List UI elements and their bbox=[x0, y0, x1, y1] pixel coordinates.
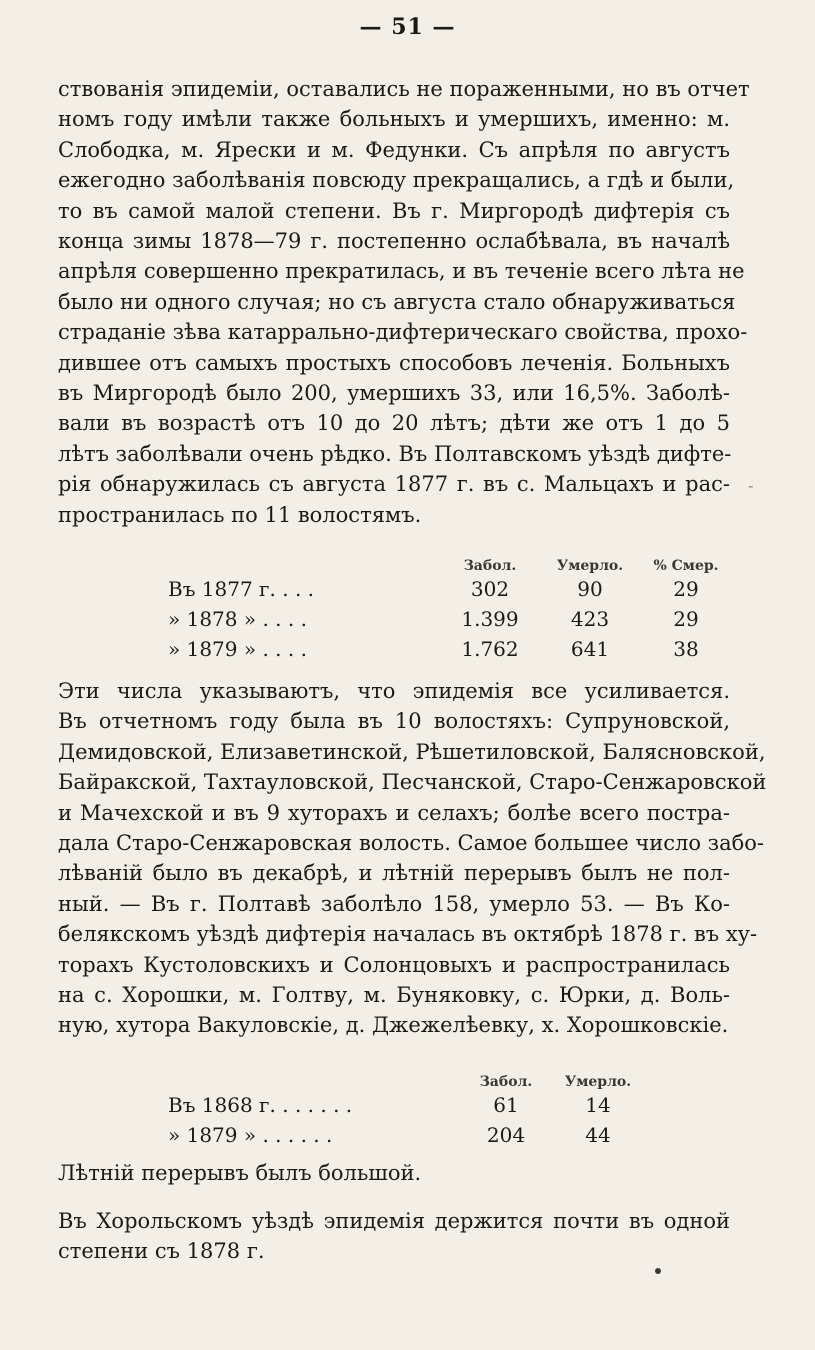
cell-sick: 204 bbox=[486, 1123, 526, 1147]
cell-pct: 38 bbox=[673, 637, 699, 661]
row-label: Въ 1877 г. . . . bbox=[168, 577, 315, 601]
text-line: торахъ Кустоловскихъ и Солонцовыхъ и распространилась bbox=[58, 952, 730, 977]
paragraph-poltava-intro bbox=[58, 74, 750, 530]
text-line: номъ году имѣли также больныхъ и умершихъ, именно: м. bbox=[58, 107, 730, 132]
text-line: степени съ 1878 г. bbox=[58, 1239, 265, 1264]
page-number: — 51 — bbox=[359, 14, 456, 40]
cell-pct: 29 bbox=[673, 577, 699, 601]
header-died: Умерло. bbox=[556, 558, 624, 574]
row-label: » 1878 » . . . . bbox=[168, 607, 307, 631]
table-row bbox=[168, 1120, 642, 1150]
margin-mark: - bbox=[748, 476, 754, 495]
text-line: ный. — Въ г. Полтавѣ заболѣло 158, умерло 53. — Въ Ко- bbox=[58, 891, 730, 916]
kobelyaki-stats-table bbox=[168, 1064, 642, 1150]
cell-sick: 61 bbox=[493, 1093, 519, 1117]
cell-died: 44 bbox=[585, 1123, 611, 1147]
text-line: лѣваній было въ декабрѣ, и лѣтній перерывъ былъ не пол- bbox=[58, 861, 730, 886]
table-row bbox=[168, 604, 734, 634]
paragraph-epidemic-growth bbox=[58, 676, 767, 1041]
cell-died: 90 bbox=[577, 577, 603, 601]
text-line: рія обнаружилась съ августа 1877 г. въ с. Мальцахъ и рас- bbox=[58, 472, 730, 497]
text-line: дала Старо-Сенжаровская волость. Самое большее число забо- bbox=[58, 831, 764, 856]
text-line: ную, хутора Вакуловскіе, д. Джежелѣевку, х. Хорошковскіе. bbox=[58, 1013, 729, 1038]
header-mortality: % Смер. bbox=[653, 558, 719, 574]
text-line: Демидовской, Елизаветинской, Рѣшетиловской, Балясновской, bbox=[58, 739, 766, 764]
text-line: Эти числа указываютъ, что эпидемія все усиливается. bbox=[58, 679, 730, 703]
table-row bbox=[168, 634, 734, 664]
cell-died: 641 bbox=[570, 637, 610, 661]
cell-sick: 302 bbox=[470, 577, 510, 601]
row-label: » 1879 » . . . . bbox=[168, 637, 307, 661]
text-line: Слободка, м. Яpecки и м. Федунки. Съ апрѣля по августъ bbox=[58, 137, 730, 162]
text-line: то въ самой малой степени. Въ г. Миргородѣ дифтерія съ bbox=[58, 198, 730, 223]
header-died: Умерло. bbox=[564, 1074, 632, 1090]
ink-dot bbox=[655, 1268, 661, 1274]
header-sick: Забол. bbox=[479, 1074, 533, 1090]
table-row bbox=[168, 574, 734, 604]
text-line: белякскомъ уѣздѣ дифтерія началась въ октябрѣ 1878 г. въ ху- bbox=[58, 922, 758, 947]
header-blank bbox=[168, 1064, 458, 1090]
text-line: въ Миргородѣ было 200, умершихъ 33, или 16,5%. Заболѣ- bbox=[58, 381, 730, 406]
paragraph-khorol bbox=[58, 1206, 730, 1267]
cell-pct: 29 bbox=[673, 607, 699, 631]
table-header-row bbox=[168, 1064, 642, 1090]
cell-died: 14 bbox=[585, 1093, 611, 1117]
row-label: Въ 1868 г. . . . . . . bbox=[168, 1093, 353, 1117]
text-line: страданіе зѣва катаррально-дифтерическаго свойства, прохо- bbox=[58, 320, 748, 345]
row-label: » 1879 » . . . . . . bbox=[168, 1123, 333, 1147]
text-line: на с. Хорошки, м. Голтву, м. Буняковку, с. Юрки, д. Воль- bbox=[58, 983, 730, 1008]
text-line: вали въ возрастѣ отъ 10 до 20 лѣтъ; дѣти же отъ 1 до 5 bbox=[58, 411, 730, 436]
table-row bbox=[168, 1090, 642, 1120]
text-line: ежегодно заболѣванія повсюду прекращались, а гдѣ и были, bbox=[58, 168, 735, 193]
text-line: пространилась по 11 волостямъ. bbox=[58, 502, 422, 527]
text-line: и Мачехской и въ 9 хуторахъ и селахъ; болѣе всего пострa- bbox=[58, 800, 730, 825]
text-line: ствованія эпидеміи, оставались не пораженными, но въ отчет bbox=[58, 77, 750, 101]
text-line: конца зимы 1878—79 г. постепенно ослабѣвала, въ началѣ bbox=[58, 229, 730, 254]
text-line: апрѣля совершенно прекратилась, и въ теченіе всего лѣта не bbox=[58, 259, 745, 284]
poltava-stats-table bbox=[168, 548, 734, 664]
text-line: Байракской, Тахтауловской, Песчанской, Старо-Сенжаровской bbox=[58, 770, 767, 795]
header-sick: Забол. bbox=[463, 558, 517, 574]
text-line: дившее отъ самыхъ простыхъ способовъ леченія. Больныхъ bbox=[58, 350, 730, 375]
cell-died: 423 bbox=[570, 607, 610, 631]
table-header-row bbox=[168, 548, 734, 574]
text-line: Въ отчетномъ году была въ 10 волостяхъ: Супруновской, bbox=[58, 709, 730, 734]
text-line: Лѣтній перерывъ былъ большой. bbox=[58, 1161, 422, 1185]
text-line: лѣтъ заболѣвали очень рѣдко. Въ Полтавскомъ уѣздѣ дифте- bbox=[58, 441, 732, 466]
text-line: было ни одного случая; но съ августа стало обнаруживаться bbox=[58, 289, 736, 314]
cell-sick: 1.399 bbox=[461, 607, 519, 631]
text-line: Въ Хорольскомъ уѣздѣ эпидемія держится почти въ одной bbox=[58, 1209, 730, 1233]
header-blank bbox=[168, 548, 438, 574]
paragraph-summer-break bbox=[58, 1158, 730, 1188]
cell-sick: 1.762 bbox=[461, 637, 519, 661]
